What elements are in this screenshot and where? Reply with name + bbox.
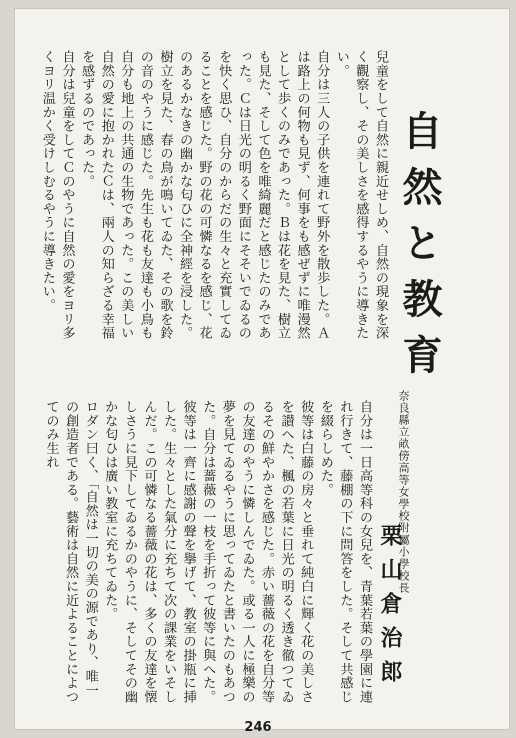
book-page — [14, 8, 510, 730]
body-text-block — [43, 400, 374, 706]
paragraph: 自分は兒童をしてＣのやうに自然の愛をヨリ多くヨリ温かく受けしむるやうに導きたい。 — [39, 50, 75, 340]
paragraph: ロダン曰く、「自然は一切の美の源であり、唯一の創造者である。藝術は自然に近よることによつてのみ生れ — [43, 400, 98, 704]
paragraph: 兒童をして自然に親近せしめ、自然の現象を深く觀察し、その美しさを感得するやうに導きたい。 — [333, 50, 388, 340]
title-char: 自 — [396, 110, 443, 166]
page-number: 246 — [244, 720, 272, 735]
author-affiliation: 奈良縣立畝傍高等女學校附屬小學校長 — [397, 390, 410, 594]
paragraph: 自分は一日高等科の女兒を、青葉若葉の學園に連れ行きて、藤棚の下に問答をした。そして共感じを綴らしめた。 — [317, 400, 372, 704]
paragraph: 彼等は白藤の房々と垂れて純白に輝く花の美しさを讃へた、楓の若葉に日光の明るく透き徹つてゐるその鮮やかさを感じた。赤い薔薇の花を自分等の友達のやうに憐しんでゐた。或る一人に極樂の夢を見てゐるやうに思ってゐたと書いたのもあつた。自分は薔薇の一枝を手折って彼等に與へた。彼等は一齊に感謝の聲を擧げて、教室の掛瓶に挿した。生々とした氣分に充ちて次の課業をいそしんだ。この可憐なる薔薇の花は、多くの友達を懐しさうに見下してゐるかのやうに、そしてその幽かな匂ひは廣い教室に充ちてゐた。 — [102, 400, 314, 704]
author-name: 栗山倉治郎 — [377, 524, 403, 694]
title-char: 教 — [396, 278, 443, 334]
article-title — [384, 100, 454, 400]
paragraph: 自分は三人の子供を連れて野外を散歩した。Ａは路上の何物も見ず、何事をも感ぜずに唯漫然として歩くのみであった。Ｂは花を見た、樹立も見た、そして色を唯綺麗だと感じたのみであった。Ｃは日光の明るく野面にそそいでゐるのを快く思ひ、自分のからだの生々と充實してゐることを感じた。野の花の可憐なるを感じ、花のあるかなきの幽かな匂ひに全神經を浸した。樹立を見た、春の鳥が鳴いてゐた、その歌を鈴の音のやうに感じた。先生も花も友達も小鳥も自分も地上の共通の生物であった。この美しい自然の愛に抱かれたＣは、兩人の知らざる幸福を感ずるのであった。 — [79, 50, 330, 340]
title-char: 然 — [396, 166, 443, 222]
intro-text-block — [39, 50, 390, 350]
title-char: 育 — [396, 334, 443, 390]
title-char: と — [396, 222, 443, 278]
